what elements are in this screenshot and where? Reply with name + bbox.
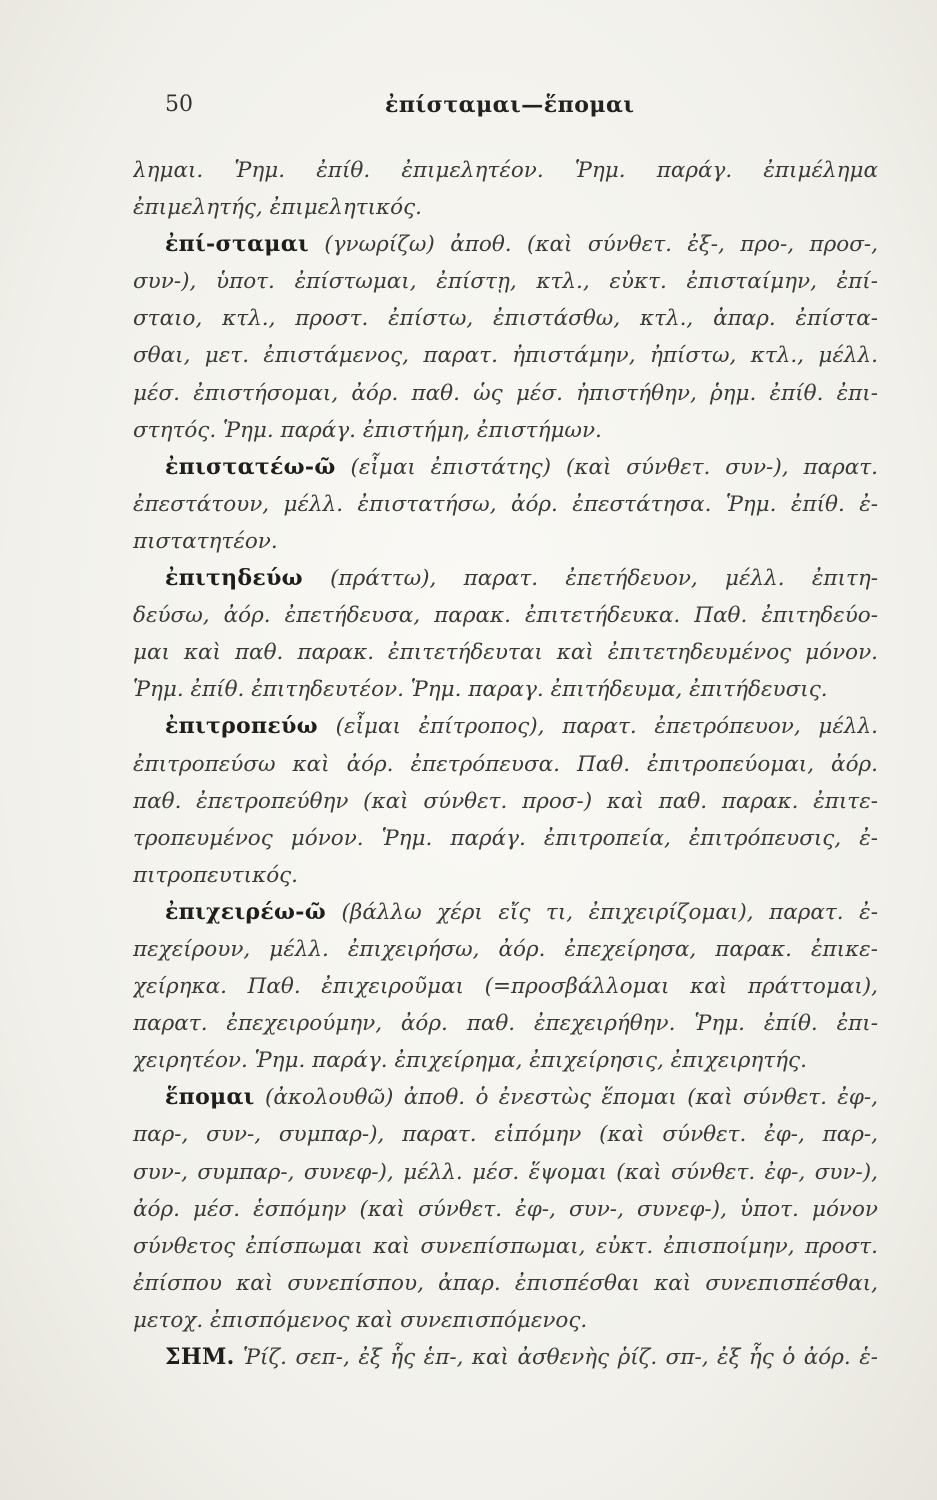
line-text: πεχείρουν, μέλλ. ἐπιχειρήσω, ἀόρ. ἐπεχείρησα, παρακ. ἐπικε-	[133, 936, 878, 962]
headword: ΣΗΜ.	[165, 1344, 235, 1370]
line-text: (γνωρίζω) ἀποθ. (καὶ σύνθετ. ἐξ-, προ-, προσ-,	[308, 232, 878, 258]
text-line	[133, 152, 878, 189]
text-line	[133, 746, 878, 783]
text-line	[133, 783, 878, 820]
line-text: πιστατητέον.	[133, 528, 278, 554]
text-line	[133, 1302, 878, 1339]
line-text: Ῥημ. ἐπίθ. ἐπιτηδευτέον. Ῥημ. παραγ. ἐπιτήδευμα, ἐπιτήδευσις.	[133, 677, 828, 703]
line-text: ἐπιμελητής, ἐπιμελητικός.	[133, 195, 422, 221]
headword: ἐπιστατέω-ῶ	[165, 453, 336, 480]
line-text: σταιο, κτλ., προστ. ἐπίστω, ἐπιστάσθω, κτλ., ἀπαρ. ἐπίστα-	[133, 306, 878, 332]
text-line	[133, 968, 878, 1005]
line-text: ἐπεστάτουν, μέλλ. ἐπιστατήσω, ἀόρ. ἐπεστάτησα. Ῥημ. ἐπίθ. ἐ-	[133, 491, 878, 517]
line-text: συν-), ὑποτ. ἐπίστωμαι, ἐπίστῃ, κτλ., εὐκτ. ἐπισταίμην, ἐπί-	[133, 269, 878, 295]
text-line	[133, 857, 878, 894]
line-text: πιτροπευτικός.	[133, 862, 299, 888]
text-line	[133, 1042, 878, 1079]
line-text: στητός. Ῥημ. παράγ. ἐπιστήμη, ἐπιστήμων.	[133, 417, 602, 443]
line-text: δεύσω, ἀόρ. ἐπετήδευσα, παρακ. ἐπιτετήδευκα. Παθ. ἐπιτηδεύο-	[133, 603, 878, 629]
text-line	[133, 671, 878, 708]
page-header	[165, 92, 905, 132]
line-text: (ἀκολουθῶ) ἀποθ. ὁ ἐνεστὼς ἕπομαι (καὶ σύνθετ. ἐφ-,	[254, 1085, 878, 1111]
line-text: σθαι, μετ. ἐπιστάμενος, παρατ. ἠπιστάμην, ἠπίστω, κτλ., μέλλ.	[133, 343, 878, 369]
headword: ἐπί-σταμαι	[165, 231, 309, 258]
text-line	[133, 300, 878, 337]
headword: ἐπιχειρέω-ῶ	[165, 898, 326, 925]
line-text: μετοχ. ἐπισπόμενος καὶ συνεπισπόμενος.	[133, 1307, 588, 1333]
text-line	[133, 375, 878, 412]
text-line	[133, 412, 878, 449]
headword: ἐπιτηδεύω	[165, 565, 303, 592]
line-text: παρ-, συν-, συμπαρ-), παρατ. εἱπόμην (καὶ σύνθετ. ἐφ-, παρ-,	[133, 1122, 878, 1148]
line-text: (πράττω), παρατ. ἐπετήδευον, μέλλ. ἐπιτη-	[302, 566, 878, 592]
text-line	[133, 597, 878, 634]
line-text: λημαι. Ῥημ. ἐπίθ. ἐπιμελητέον. Ῥημ. παράγ. ἐπιμέλημα	[133, 158, 878, 183]
page-number: 50	[165, 92, 193, 117]
line-text: σύνθετος ἐπίσπωμαι καὶ συνεπίσπωμαι, εὐκτ. ἐπισποίμην, προστ.	[133, 1233, 878, 1259]
entry-headword-line	[133, 708, 878, 745]
text-line	[133, 931, 878, 968]
headword: ἐπιτροπεύω	[165, 713, 318, 740]
text-line	[133, 1265, 878, 1302]
line-text: ἐπιτροπεύσω καὶ ἀόρ. ἐπετρόπευσα. Παθ. ἐπιτροπεύομαι, ἀόρ.	[133, 751, 878, 777]
line-text: παθ. ἐπετροπεύθην (καὶ σύνθετ. προσ-) καὶ παθ. παρακ. ἐπιτε-	[133, 788, 878, 814]
text-line	[133, 1228, 878, 1265]
entry-headword-line	[133, 449, 878, 486]
entry-headword-line	[133, 226, 878, 263]
line-text: μαι καὶ παθ. παρακ. ἐπιτετήδευται καὶ ἐπιτετηδευμένος μόνον.	[133, 640, 878, 666]
text-line	[133, 337, 878, 374]
line-text: ἀόρ. μέσ. ἑσπόμην (καὶ σύνθετ. ἐφ-, συν-, συνεφ-), ὑποτ. μόνον	[133, 1196, 878, 1222]
dictionary-text	[133, 152, 878, 1376]
text-line	[133, 486, 878, 523]
headword: ἕπομαι	[165, 1084, 255, 1111]
line-text: ἐπίσπου καὶ συνεπίσπου, ἀπαρ. ἐπισπέσθαι καὶ συνεπισπέσθαι,	[133, 1270, 878, 1296]
text-line	[133, 523, 878, 560]
line-text: (βάλλω χέρι εἴς τι, ἐπιχειρίζομαι), παρατ. ἐ-	[325, 899, 878, 925]
running-head: ἐπίσταμαι—ἕπομαι	[385, 92, 635, 118]
entry-headword-line	[133, 1339, 878, 1376]
text-line	[133, 634, 878, 671]
text-line	[133, 1116, 878, 1153]
line-text: (εἶμαι ἐπιστάτης) (καὶ σύνθετ. συν-), παρατ.	[335, 454, 878, 480]
line-text: συν-, συμπαρ-, συνεφ-), μέλλ. μέσ. ἕψομαι (καὶ σύνθετ. ἐφ-, συν-),	[133, 1159, 878, 1185]
text-line	[133, 263, 878, 300]
text-line	[133, 1005, 878, 1042]
text-line	[133, 1191, 878, 1228]
entry-headword-line	[133, 560, 878, 597]
line-text: χείρηκα. Παθ. ἐπιχειροῦμαι (=προσβάλλομαι καὶ πράττομαι),	[133, 974, 878, 1000]
line-text: μέσ. ἐπιστήσομαι, ἀόρ. παθ. ὡς μέσ. ἠπιστήθην, ῥημ. ἐπίθ. ἐπι-	[133, 380, 878, 406]
entry-headword-line	[133, 894, 878, 931]
line-text: (εἶμαι ἐπίτροπος), παρατ. ἐπετρόπευον, μέλλ.	[317, 714, 878, 740]
line-text: χειρητέον. Ῥημ. παράγ. ἐπιχείρημα, ἐπιχείρησις, ἐπιχειρητής.	[133, 1048, 807, 1074]
line-text: Ῥίζ. σεπ-, ἐξ ἧς ἑπ-, καὶ ἀσθενὴς ῥίζ. σπ-, ἐξ ἧς ὁ ἀόρ. ἑ-	[234, 1345, 878, 1370]
text-line	[133, 820, 878, 857]
line-text: τροπευμένος μόνον. Ῥημ. παράγ. ἐπιτροπεία, ἐπιτρόπευσις, ἐ-	[133, 825, 878, 851]
entry-headword-line	[133, 1079, 878, 1116]
text-line	[133, 1154, 878, 1191]
text-line	[133, 189, 878, 226]
line-text: παρατ. ἐπεχειρούμην, ἀόρ. παθ. ἐπεχειρήθην. Ῥημ. ἐπίθ. ἐπι-	[133, 1011, 878, 1037]
